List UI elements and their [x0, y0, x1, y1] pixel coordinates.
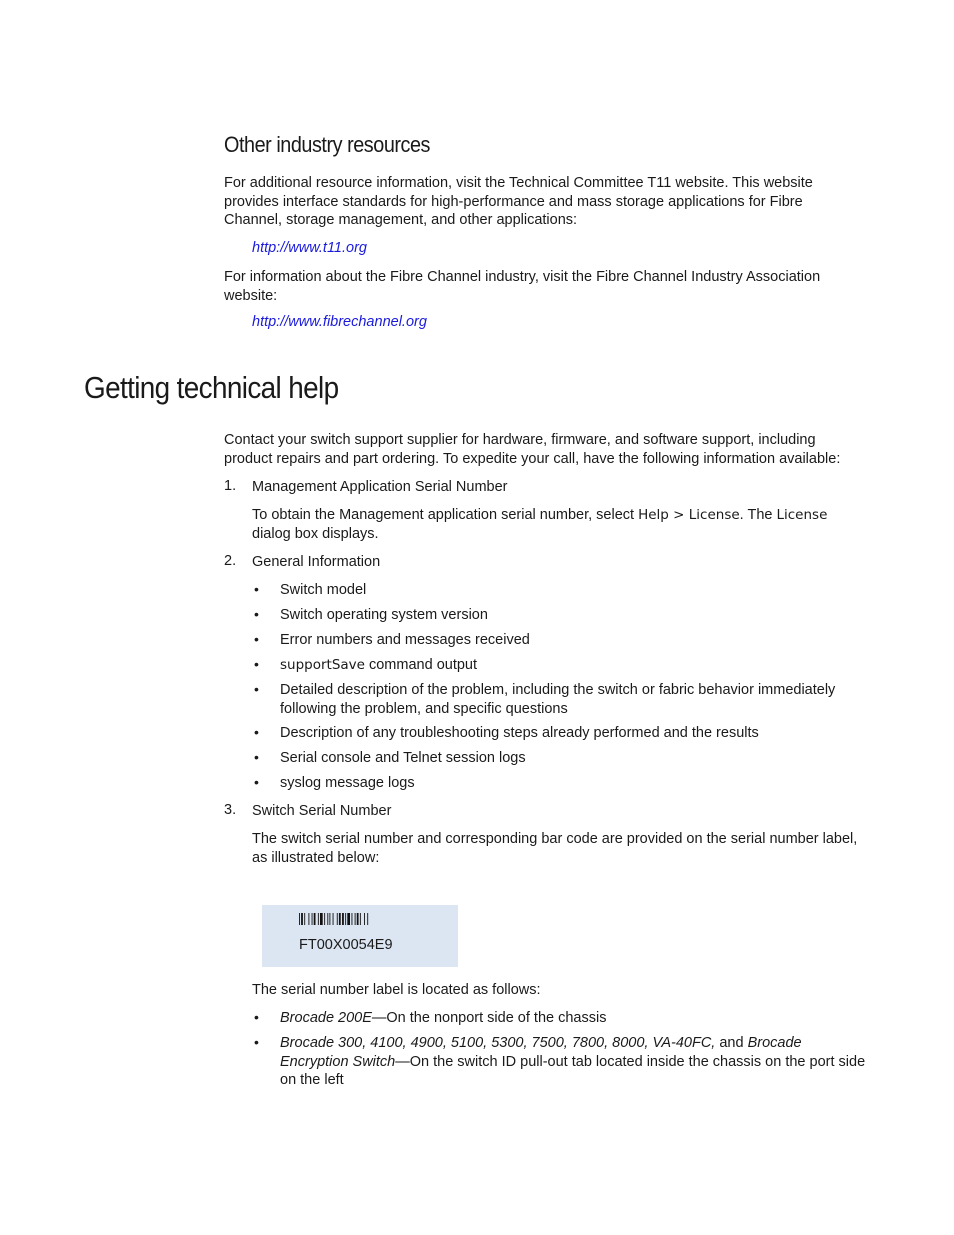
- help-license-menu-path: Help > License: [638, 507, 740, 523]
- t11-link[interactable]: http://www.t11.org: [252, 240, 367, 256]
- item-3-description: The switch serial number and corresponding bar code are provided on the serial number label, as illustrated below:: [252, 831, 858, 866]
- desc-text-a: To obtain the Management application serial number, select: [252, 507, 639, 523]
- bullet-icon: •: [254, 1009, 259, 1025]
- section-heading: Other industry resources: [224, 132, 430, 157]
- bullet-suffix: command output: [364, 657, 478, 673]
- bullet-icon: •: [254, 749, 259, 765]
- list-number-2: 2.: [224, 553, 237, 569]
- license-dialog-name: License: [776, 507, 828, 523]
- list-item: Switch operating system version: [280, 607, 488, 623]
- list-item: Serial console and Telnet session logs: [280, 750, 526, 766]
- supportsave-command: supportSave: [280, 657, 365, 673]
- list-item: Error numbers and messages received: [280, 632, 530, 648]
- list-item: [280, 656, 872, 675]
- bullet-icon: •: [254, 1034, 259, 1050]
- fibrechannel-link[interactable]: http://www.fibrechannel.org: [252, 314, 427, 330]
- model-name: Brocade Encryption Switch: [280, 1035, 802, 1070]
- location-text: —On the nonport side of the chassis: [371, 1010, 607, 1026]
- item-1-label: Management Application Serial Number: [252, 479, 508, 495]
- serial-number-label: [262, 905, 458, 967]
- help-intro: Contact your switch support supplier for hardware, firmware, and software support, including product repairs and part ordering. To expedite your call, have the following information available:: [224, 432, 841, 467]
- bullet-icon: •: [254, 606, 259, 622]
- bullet-icon: •: [254, 631, 259, 647]
- label-location-intro: The serial number label is located as follows:: [252, 982, 541, 998]
- barcode-image: [299, 913, 417, 925]
- bullet-icon: •: [254, 581, 259, 597]
- desc-text-b: . The: [739, 507, 777, 523]
- list-item: syslog message logs: [280, 775, 415, 791]
- serial-number-text: FT00X0054E9: [299, 937, 393, 953]
- list-number-1: 1.: [224, 478, 237, 494]
- bullet-icon: •: [254, 724, 259, 740]
- page-title: Getting technical help: [84, 370, 339, 405]
- model-name: Brocade 200E: [280, 1010, 372, 1026]
- location-text: —On the switch ID pull-out tab located inside the chassis on the port side on the left: [280, 1053, 866, 1089]
- item-2-label: General Information: [252, 554, 381, 570]
- list-item: Switch model: [280, 582, 367, 598]
- model-names: Brocade 300, 4100, 4900, 5100, 5300, 7500, 7800, 8000, VA-40FC,: [280, 1035, 716, 1051]
- list-item: Detailed description of the problem, including the switch or fabric behavior immediately following the problem, and specific questions: [280, 682, 836, 717]
- list-item: Description of any troubleshooting steps already performed and the results: [280, 725, 759, 741]
- bullet-icon: •: [254, 656, 259, 672]
- list-number-3: 3.: [224, 802, 237, 818]
- item-1-description: [252, 506, 852, 543]
- and-text: and: [715, 1035, 748, 1051]
- desc-text-c: dialog box displays.: [252, 525, 379, 542]
- resources-paragraph-1: For additional resource information, visit the Technical Committee T11 website. This website provides interface standards for high-performance and mass storage applications for Fibre Channel, storage management, and other applications:: [224, 175, 813, 229]
- resources-paragraph-2: For information about the Fibre Channel industry, visit the Fibre Channel Industry Association website:: [224, 269, 821, 304]
- list-item: [280, 1034, 872, 1090]
- bullet-icon: •: [254, 774, 259, 790]
- item-3-label: Switch Serial Number: [252, 803, 392, 819]
- list-item: [280, 1009, 872, 1028]
- bullet-icon: •: [254, 681, 259, 697]
